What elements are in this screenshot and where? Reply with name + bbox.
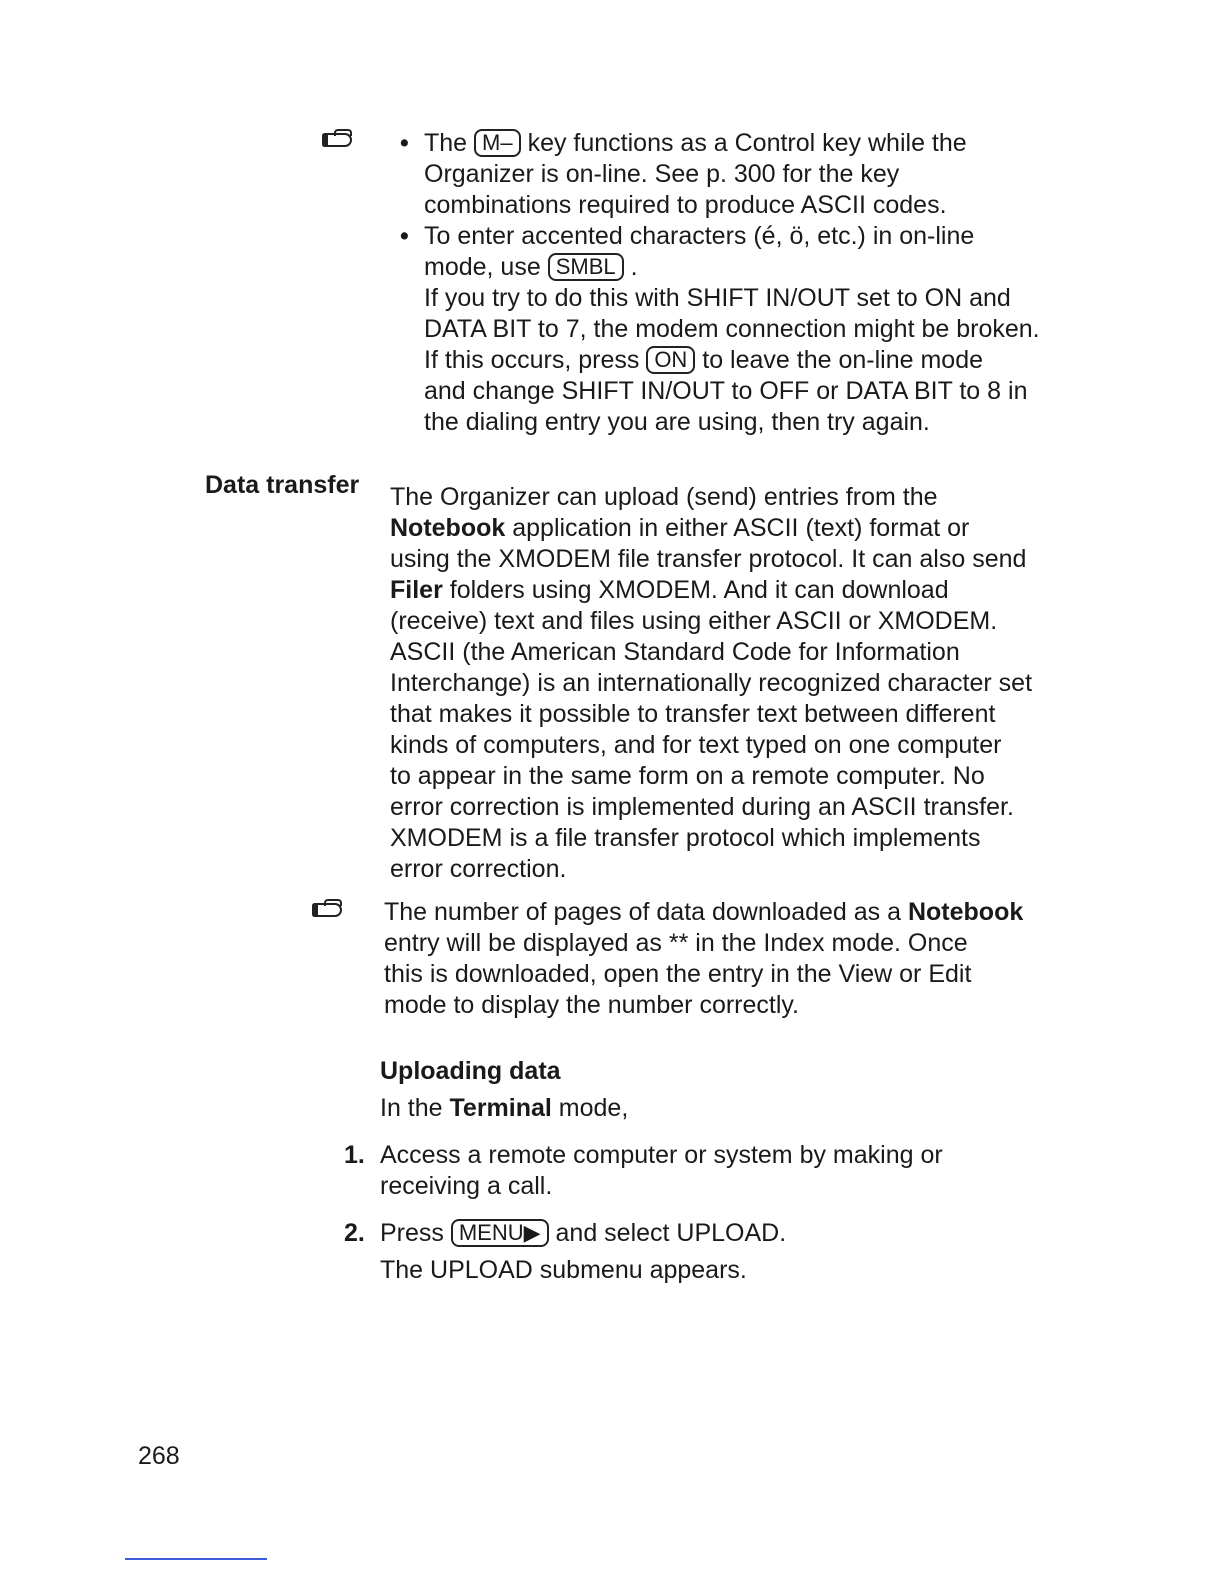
section-heading-data-transfer: Data transfer [205, 471, 360, 499]
text-line: XMODEM is a file transfer protocol which implements [390, 824, 981, 852]
bullet-icon: • [400, 129, 409, 157]
text-line: receiving a call. [380, 1172, 553, 1200]
uploading-section [344, 1056, 1080, 1286]
text-line: kinds of computers, and for text typed on one computer [390, 731, 1002, 759]
text: mode, [551, 1094, 629, 1122]
step-number: 2. [344, 1219, 365, 1247]
text: mode, use [424, 253, 541, 281]
text-line: entry will be displayed as ** in the Index mode. Once [384, 929, 968, 957]
text-line: mode to display the number correctly. [384, 991, 800, 1019]
text-line: The UPLOAD submenu appears. [380, 1256, 747, 1284]
text: folders using XMODEM. And it can download [442, 576, 949, 604]
text-line: error correction is implemented during an ASCII transfer. [390, 793, 1014, 821]
bold-term: Notebook [390, 514, 506, 542]
text-line: using the XMODEM file transfer protocol. It can also send [390, 545, 1027, 573]
note-1 [400, 128, 1084, 438]
m-minus-key: M– [474, 129, 521, 157]
text: to leave the on-line mode [702, 346, 984, 374]
footer-rule [125, 1558, 267, 1560]
text-line: combinations required to produce ASCII codes. [424, 191, 947, 219]
text: and select UPLOAD. [555, 1219, 787, 1247]
bullet-item-1 [400, 128, 1084, 221]
text-line: that makes it possible to transfer text between different [390, 700, 996, 728]
bold-term: Terminal [449, 1094, 552, 1122]
note-paragraph [424, 283, 1084, 438]
text-line: If you try to do this with SHIFT IN/OUT set to ON and [424, 284, 1011, 312]
text-line: and change SHIFT IN/OUT to OFF or DATA BIT to 8 in [424, 377, 1028, 405]
text: If this occurs, press [424, 346, 640, 374]
text: The number of pages of data downloaded as a [384, 898, 908, 926]
subsection-heading: Uploading data [380, 1057, 561, 1085]
bold-term: Notebook [907, 898, 1024, 926]
text: Press [380, 1219, 444, 1247]
smbl-key: SMBL [548, 253, 624, 281]
text-line: (receive) text and files using either ASCII or XMODEM. [390, 607, 998, 635]
text-line: DATA BIT to 7, the modem connection might be broken. [424, 315, 1040, 343]
menu-key: MENU▶ [451, 1219, 549, 1247]
text-line: this is downloaded, open the entry in the View or Edit [384, 960, 972, 988]
text: The [424, 129, 468, 157]
text: key functions as a Control key while the [527, 129, 967, 157]
text-line: error correction. [390, 855, 567, 883]
data-transfer-body [390, 482, 1070, 885]
bold-term: Filer [390, 576, 443, 604]
text: In the [380, 1094, 450, 1122]
text-line: Access a remote computer or system by making or [380, 1141, 943, 1169]
text-line: the dialing entry you are using, then try again. [424, 408, 930, 436]
text: application in either ASCII (text) format or [505, 514, 970, 542]
on-key: ON [646, 346, 695, 374]
note-2 [384, 897, 1074, 1021]
text: . [630, 253, 638, 281]
page-number: 268 [138, 1442, 180, 1470]
text-line: Interchange) is an internationally recognized character set [390, 669, 1033, 697]
pointing-hand-icon [322, 133, 352, 147]
step-number: 1. [344, 1141, 365, 1169]
step-1 [344, 1140, 1080, 1202]
pointing-hand-icon [312, 903, 342, 917]
step-2 [344, 1218, 1080, 1286]
bullet-item-2 [400, 221, 1084, 283]
text-line: Organizer is on-line. See p. 300 for the key [424, 160, 900, 188]
text-line: ASCII (the American Standard Code for Information [390, 638, 960, 666]
text-line: To enter accented characters (é, ö, etc.) in on-line [424, 222, 975, 250]
text-line: to appear in the same form on a remote computer. No [390, 762, 985, 790]
bullet-icon: • [400, 222, 409, 250]
text-line: The Organizer can upload (send) entries from the [390, 483, 938, 511]
